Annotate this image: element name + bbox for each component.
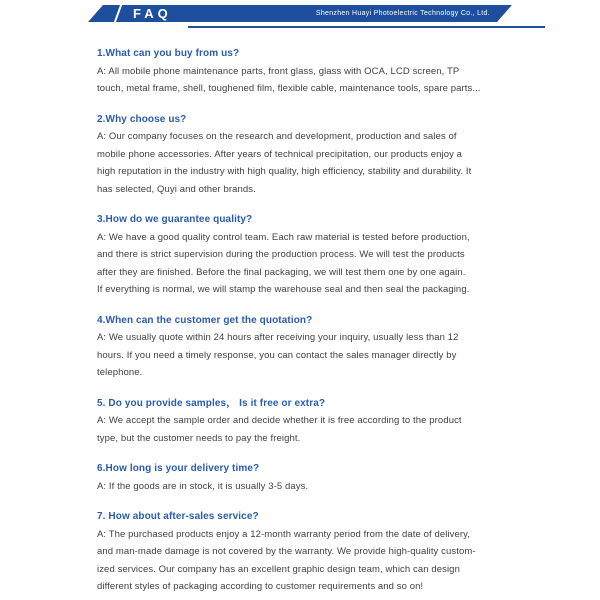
answer-line: A: We usually quote within 24 hours after receiving your inquiry, usually less than 12	[97, 332, 459, 343]
faq-answer	[97, 478, 517, 496]
company-name: Shenzhen Huayi Photoelectric Technology Co., Ltd.	[315, 10, 490, 17]
faq-question: 3.How do we guarantee quality?	[97, 214, 253, 225]
faq-question: 6.How long is your delivery time?	[97, 463, 260, 474]
answer-line: after they are finished. Before the final packaging, we will test them one by one again.	[97, 266, 466, 278]
answer-line: high reputation in the industry with high quality, high efficiency, stability and durability. It	[97, 166, 472, 177]
answer-line: mobile phone accessories. After years of technical precipitation, our products enjoy a	[97, 148, 463, 160]
faq-question: 4.When can the customer get the quotation?	[97, 314, 313, 326]
faq-question: 1.What can you buy from us?	[97, 48, 240, 59]
answer-line: A: If the goods are in stock, it is usually 3-5 days.	[97, 480, 309, 492]
faq-answer	[97, 63, 517, 98]
faq-item	[97, 211, 517, 299]
faq-question: 2.Why choose us?	[97, 113, 187, 125]
answer-line: A: We have a good quality control team. Each raw material is tested before production,	[97, 231, 470, 243]
answer-line: and there is strict supervision during the production process. We will test the products	[97, 249, 465, 260]
faq-item	[97, 395, 517, 448]
faq-answer	[97, 526, 517, 596]
faq-item	[97, 460, 517, 495]
faq-item	[97, 45, 517, 98]
answer-line: A: Our company focuses on the research and development, production and sales of	[97, 131, 457, 142]
header-underline	[188, 26, 545, 28]
answer-line: A: All mobile phone maintenance parts, front glass, glass with OCA, LCD screen, TP	[97, 65, 460, 77]
answer-line: touch, metal frame, shell, toughened film, flexible cable, maintenance tools, spare parts...	[97, 83, 481, 94]
faq-item	[97, 508, 517, 596]
answer-line: type, but the customer needs to pay the freight.	[97, 432, 301, 444]
faq-question: 7. How about after-sales service?	[97, 511, 259, 522]
faq-answer	[97, 329, 517, 382]
answer-line: hours. If you need a timely response, you can contact the sales manager directly by	[97, 349, 457, 361]
answer-line: and man-made damage is not covered by the warranty. We provide high-quality custom-	[97, 546, 476, 557]
answer-line: telephone.	[97, 367, 143, 378]
faq-answer	[97, 229, 517, 299]
faq-item	[97, 111, 517, 199]
answer-line: different styles of packaging according to customer requirements and so on!	[97, 581, 424, 592]
answer-line: If everything is normal, we will stamp the warehouse seal and then seal the packaging.	[97, 284, 470, 295]
answer-line: A: We accept the sample order and decide whether it is free according to the product	[97, 415, 462, 426]
answer-line: A: The purchased products enjoy a 12-month warranty period from the date of delivery,	[97, 528, 471, 540]
faq-question: 5. Do you provide samples， Is it free or extra?	[97, 397, 326, 409]
answer-line: ized services. Our company has an excellent graphic design team, which can design	[97, 563, 460, 575]
faq-answer	[97, 412, 517, 447]
answer-line: has selected, Quyi and other brands.	[97, 183, 256, 195]
faq-answer	[97, 128, 517, 198]
faq-list	[97, 45, 517, 600]
page-title: FAQ	[133, 6, 172, 21]
faq-item	[97, 312, 517, 382]
